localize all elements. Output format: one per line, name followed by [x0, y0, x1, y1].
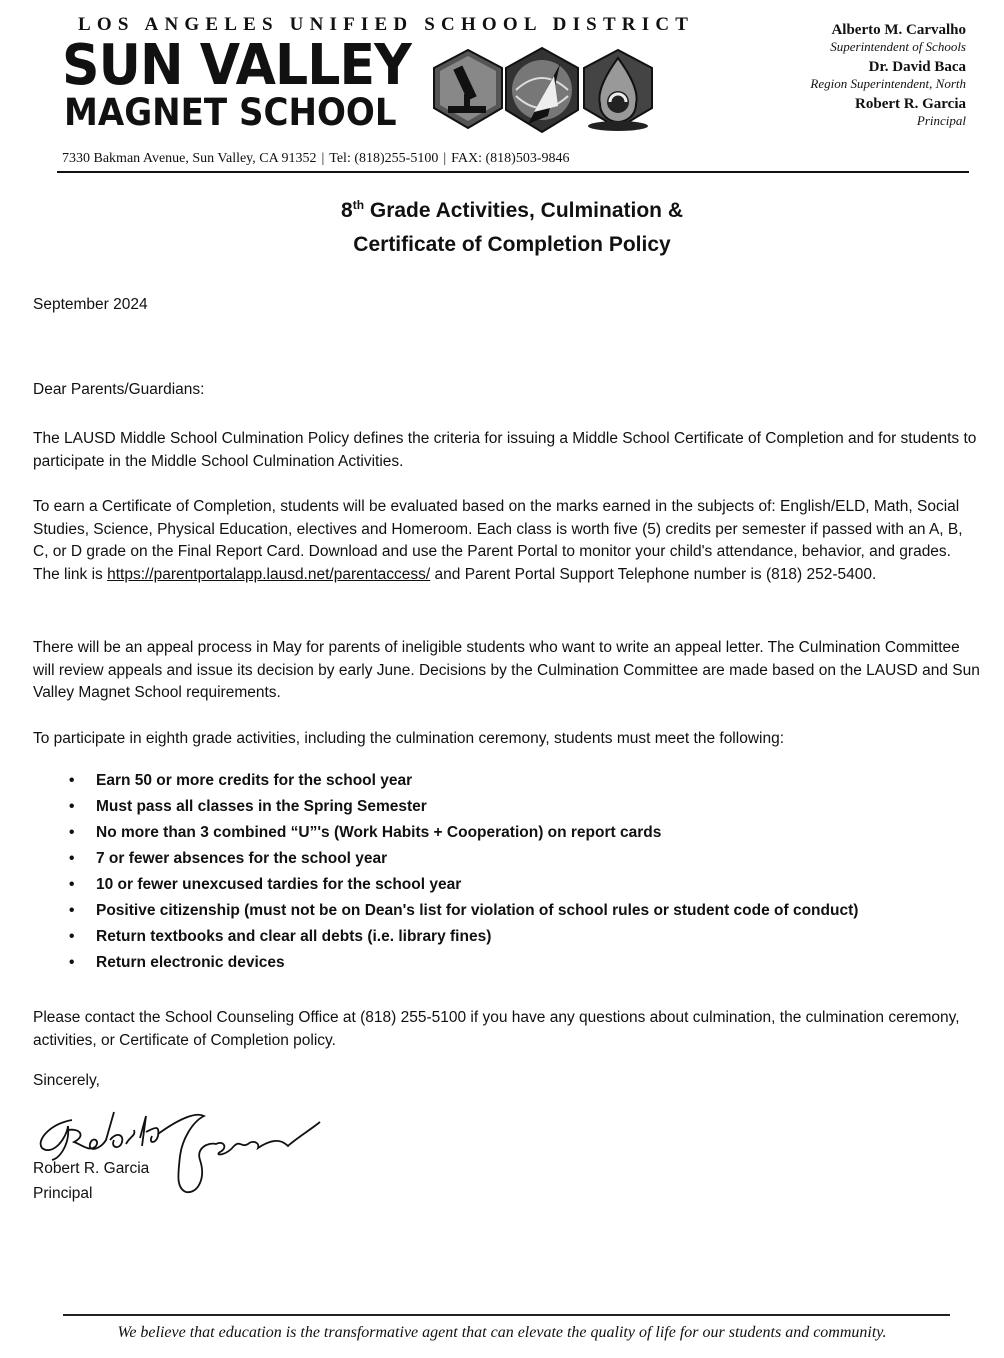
requirement-item [33, 794, 981, 820]
signer-title: Principal [33, 1185, 93, 1202]
title-line2: Certificate of Completion Policy [353, 233, 671, 256]
telephone: Tel: (818)255-5100 [329, 151, 439, 166]
paragraph-4: To participate in eighth grade activities, including the culmination ceremony, students must meet the following: [33, 730, 785, 747]
requirement-text: Return electronic devices [96, 954, 285, 971]
requirement-item [33, 950, 981, 976]
requirement-text: 10 or fewer unexcused tardies for the school year [96, 876, 462, 893]
closing: Sincerely, [33, 1072, 100, 1089]
requirement-text: Earn 50 or more credits for the school year [96, 772, 413, 789]
official-title: Principal [916, 113, 966, 128]
official-name: Alberto M. Carvalho [831, 22, 966, 38]
official-title: Superintendent of Schools [830, 39, 966, 54]
water-drop-icon [584, 50, 652, 131]
requirement-text: 7 or fewer absences for the school year [96, 850, 388, 867]
requirement-text: Return textbooks and clear all debts (i.e. library fines) [96, 928, 492, 945]
requirement-item [33, 820, 981, 846]
bullet-icon: • [69, 850, 75, 867]
paragraph-3: There will be an appeal process in May for parents of ineligible students who want to write an appeal letter. The Culmination Committee will review appeals and issue its decision by early June. Decisions by the Culmination Committee are made based on the LAUSD and Sun Valley Magnet School requirements. [33, 639, 980, 701]
title-line1: 8th Grade Activities, Culmination & [341, 198, 683, 222]
header-rule [57, 171, 969, 173]
paragraph-2: To earn a Certificate of Completion, students will be evaluated based on the marks earned in the subjects of: English/ELD, Math, Social Studies, Science, Physical Education, electives and Homeroom. Each class is worth five (5) credits per semester if passed with an A, B, C, or D grade on the Final Report Card. Download and use the Parent Portal to monitor your child's attendance, behavior, and grades. The link is https://parentportalapp.lausd.net/parentaccess/ and Parent Portal Support Telephone number is (818) 252-5400. [33, 498, 963, 583]
district-name: LOS ANGELES UNIFIED SCHOOL DISTRICT [78, 14, 695, 35]
requirement-item [33, 872, 981, 898]
bullet-icon: • [69, 928, 75, 945]
school-logo [430, 46, 656, 136]
requirement-text: No more than 3 combined “U”'s (Work Habits + Cooperation) on report cards [96, 824, 662, 841]
school-name-line1: SUN VALLEY [62, 33, 411, 98]
footer-rule [63, 1314, 950, 1316]
bullet-icon: • [69, 824, 75, 841]
document-title [0, 194, 1004, 262]
bullet-icon: • [69, 902, 75, 919]
street-address: 7330 Bakman Avenue, Sun Valley, CA 91352 [62, 151, 317, 166]
greeting: Dear Parents/Guardians: [33, 381, 205, 398]
official-name: Robert R. Garcia [855, 96, 966, 112]
requirement-text: Positive citizenship (must not be on Dean's list for violation of school rules or student code of conduct) [96, 902, 859, 919]
requirement-item [33, 768, 981, 794]
fax: FAX: (818)503-9846 [451, 151, 570, 166]
school-address: 7330 Bakman Avenue, Sun Valley, CA 91352 | Tel: (818)255-5100 | FAX: (818)503-9846 [62, 151, 570, 166]
paragraph-1: The LAUSD Middle School Culmination Policy defines the criteria for issuing a Middle School Certificate of Completion and for students to participate in the Middle School Culmination Activities. [33, 430, 977, 470]
bullet-icon: • [69, 772, 75, 789]
requirement-item [33, 846, 981, 872]
requirements-list [33, 768, 981, 976]
bullet-icon: • [69, 798, 75, 815]
officials-list [810, 22, 966, 133]
globe-rocket-icon [506, 48, 578, 132]
paragraph-5: Please contact the School Counseling Office at (818) 255-5100 if you have any questions about culmination, the culmination ceremony, activities, or Certificate of Completion policy. [33, 1009, 960, 1049]
school-motto: We believe that education is the transformative agent that can elevate the quality of life for our students and community. [117, 1324, 887, 1341]
signer-name: Robert R. Garcia [33, 1160, 150, 1177]
requirement-item [33, 898, 981, 924]
official-title: Region Superintendent, North [810, 76, 966, 91]
school-name-line2: MAGNET SCHOOL [64, 91, 397, 134]
requirement-text: Must pass all classes in the Spring Semester [96, 798, 427, 815]
letter-date: September 2024 [33, 296, 148, 313]
parent-portal-link[interactable]: https://parentportalapp.lausd.net/parentaccess/ [107, 565, 431, 583]
bullet-icon: • [69, 954, 75, 971]
requirement-item [33, 924, 981, 950]
bullet-icon: • [69, 876, 75, 893]
microscope-icon [434, 50, 502, 128]
official-name: Dr. David Baca [868, 59, 966, 75]
